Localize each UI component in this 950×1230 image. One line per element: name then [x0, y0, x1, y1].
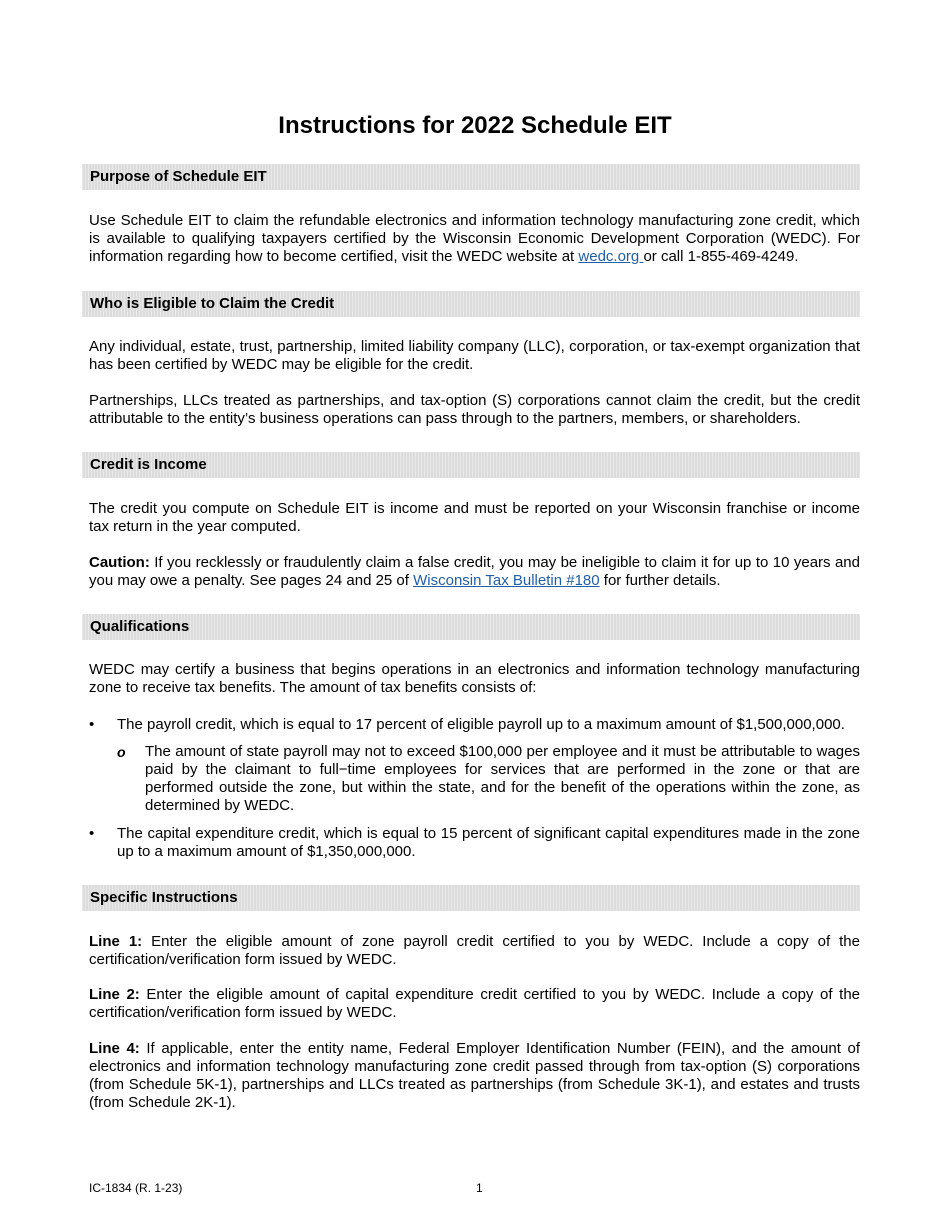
line-4-instruction: [89, 1040, 860, 1112]
sub-bullet-icon: o: [117, 744, 126, 760]
income-paragraph: The credit you compute on Schedule EIT is income and must be reported on your Wisconsin franchise or income tax return in the year computed.: [89, 500, 860, 535]
state-payroll-text: The amount of state payroll may not to exceed $100,000 per employee and it must be attributable to wages paid by the claimant to full−time employees for services that are performed in the zone or that are performed outside the zone, but within the state, and for the benefit of the operations within the zone, as determined by WEDC.: [145, 743, 860, 814]
capital-expenditure-text: The capital expenditure credit, which is equal to 15 percent of significant capital expenditures made in the zone up to a maximum amount of $1,350,000,000.: [117, 825, 860, 860]
section-heading-qualifications: Qualifications: [82, 614, 860, 640]
caution-text-end: for further details.: [599, 572, 721, 589]
line-2-instruction: [89, 986, 860, 1022]
list-item: [89, 716, 860, 734]
wedc-link[interactable]: wedc.org: [578, 248, 644, 265]
purpose-text-end: or call 1-855-469-4249.: [643, 248, 799, 265]
page-number: 1: [476, 1181, 483, 1195]
section-heading-income: Credit is Income: [82, 452, 860, 478]
list-item: [89, 825, 860, 861]
form-identifier: IC-1834 (R. 1-23): [89, 1181, 183, 1195]
tax-bulletin-link[interactable]: Wisconsin Tax Bulletin #180: [413, 572, 600, 589]
section-heading-purpose: Purpose of Schedule EIT: [82, 164, 860, 190]
line-4-text: If applicable, enter the entity name, Federal Employer Identification Number (FEIN), and the amount of electronics and information technology manufacturing zone credit passed through from tax-option (S) corporations (from Schedule 5K-1), partnerships and LLCs treated as partnerships (from Schedule 3K-1), and estates and trusts (from Schedule 2K-1).: [89, 1040, 860, 1111]
purpose-text: Use Schedule EIT to claim the refundable electronics and information technology manufacturing zone credit, which is available to qualifying taxpayers certified by the Wisconsin Economic Development Corporation (WEDC). For information regarding how to become certified, visit the WEDC website at: [89, 212, 860, 265]
line-2-label: Line 2:: [89, 986, 140, 1003]
eligible-paragraph-1: Any individual, estate, trust, partnership, limited liability company (LLC), corporation, or tax-exempt organization that has been certified by WEDC may be eligible for the credit.: [89, 338, 860, 373]
section-heading-eligible: Who is Eligible to Claim the Credit: [82, 291, 860, 317]
bullet-icon: •: [89, 716, 95, 733]
purpose-paragraph: [89, 212, 860, 266]
line-1-text: Enter the eligible amount of zone payroll credit certified to you by WEDC. Include a copy of the certification/verification form issued by WEDC.: [89, 933, 860, 968]
list-item: [89, 743, 860, 815]
section-heading-specific: Specific Instructions: [82, 885, 860, 911]
qualifications-intro: WEDC may certify a business that begins operations in an electronics and information technology manufacturing zone to receive tax benefits. The amount of tax benefits consists of:: [89, 661, 860, 696]
line-1-instruction: [89, 933, 860, 969]
line-1-label: Line 1:: [89, 933, 143, 950]
eligible-paragraph-2: Partnerships, LLCs treated as partnerships, and tax-option (S) corporations cannot claim the credit, but the credit attributable to the entity’s business operations can pass through to the partners, members, or shareholders.: [89, 392, 860, 427]
payroll-credit-text: The payroll credit, which is equal to 17 percent of eligible payroll up to a maximum amount of $1,500,000,000.: [117, 716, 845, 733]
line-2-text: Enter the eligible amount of capital expenditure credit certified to you by WEDC. Include a copy of the certification/verification form issued by WEDC.: [89, 986, 861, 1021]
caution-text: If you recklessly or fraudulently claim a false credit, you may be ineligible to claim it for up to 10 years and you may owe a penalty. See pages 24 and 25 of: [89, 554, 860, 589]
caution-paragraph: [89, 554, 860, 590]
line-4-label: Line 4:: [89, 1040, 140, 1057]
caution-label: Caution:: [89, 554, 150, 571]
page-title: Instructions for 2022 Schedule EIT: [278, 112, 672, 139]
bullet-icon: •: [89, 825, 95, 842]
